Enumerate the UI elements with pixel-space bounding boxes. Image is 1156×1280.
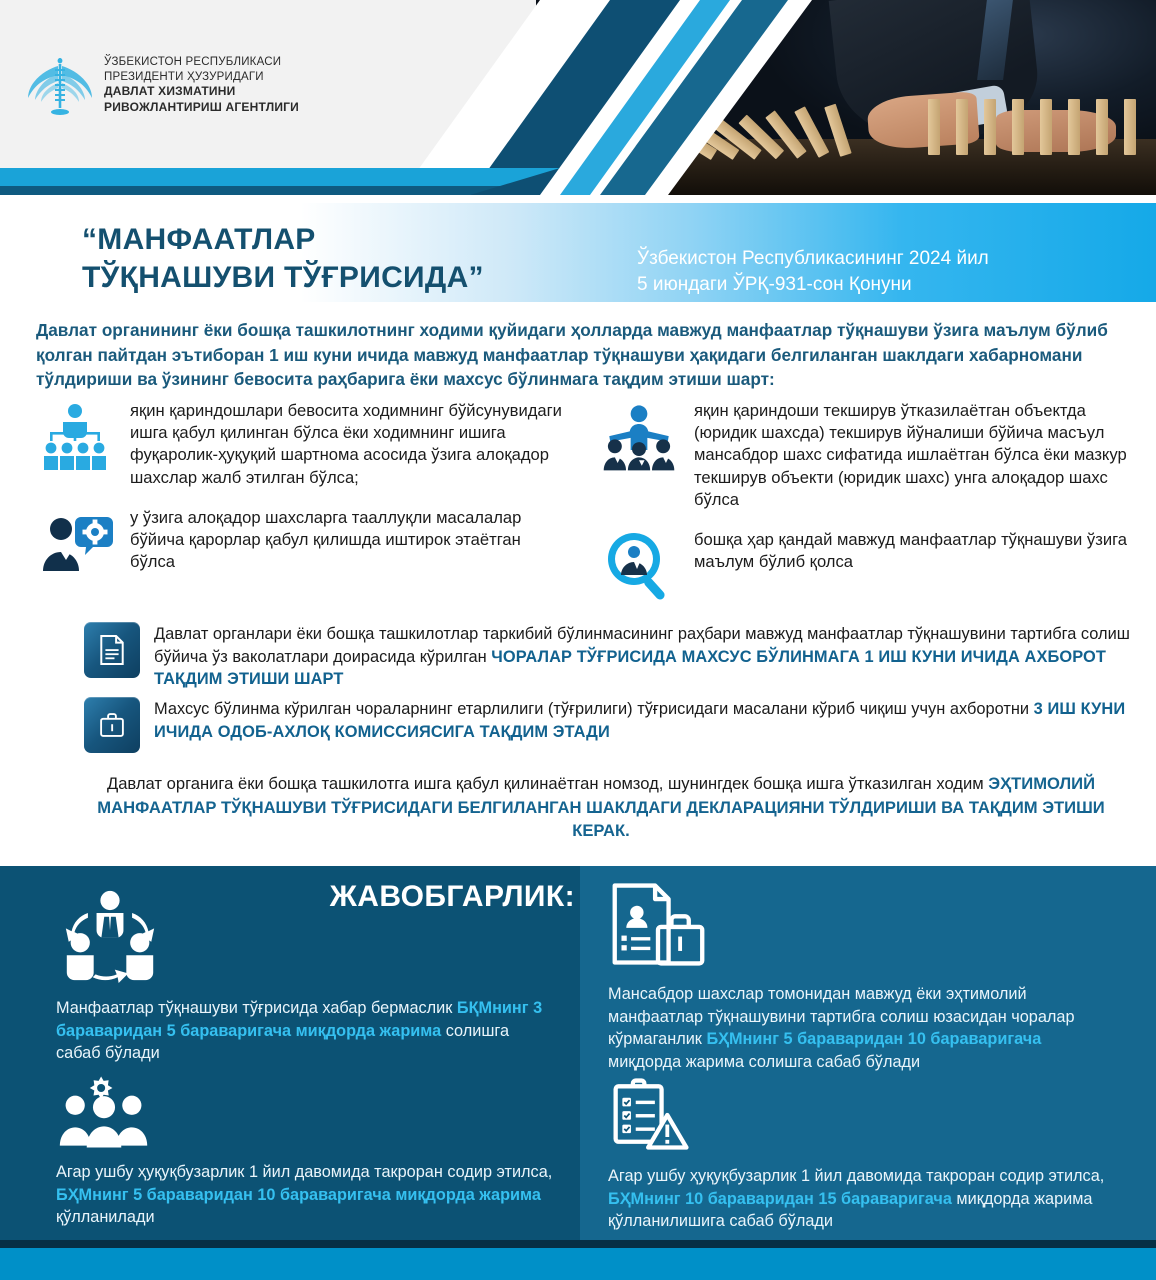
list-item-label: яқин қариндоши текширув ўтказилаётган объектда (юридик шахсда) текширув йўналиши бўйича масъул мансабдор шахс сифатида ишлаётган бўлса ёки мазкур текширув объекти (юридик шахс) унга алоқадор шахс бўлса bbox=[694, 401, 1127, 509]
responsibility-item-right-top bbox=[608, 880, 1108, 1074]
resp-text-hl: БҚМнинг 3 бараваридан 5 бараваригача миқдорда жарима bbox=[56, 998, 543, 1040]
law-reference-line-2: 5 июндаги ЎРҚ-931-сон Қонуни bbox=[637, 273, 912, 295]
header bbox=[0, 0, 1156, 195]
org-chart-people-icon bbox=[36, 398, 114, 476]
domino-standing bbox=[1124, 99, 1136, 155]
domino-standing bbox=[1012, 99, 1024, 155]
procedure-row-unit bbox=[84, 697, 1134, 753]
list-item bbox=[600, 527, 1130, 605]
resp-text-hl: БҲМнинг 5 бараваридан 10 бараваригача bbox=[706, 1030, 1042, 1049]
intro-text: Давлат органининг ёки бошқа ташкилотнинг ходими қуйидаги ҳолларда мавжуд манфаатлар тўқнашуви ўзига маълум бўлиб қолган пайтдан эътиборан 1 иш куни ичида мавжуд манфаатлар тўқнашуви ҳақидаги белгиланган шаклдаги хабарномани тўлдириши ва ўзининг бевосита раҳбарига ёки махсус бўлинмага тақдим этиши шарт: bbox=[36, 320, 1108, 390]
responsibility-item-left-top bbox=[56, 888, 556, 1065]
page-title-line-2: ТЎҚНАШУВИ ТЎҒРИСИДА” bbox=[82, 261, 484, 295]
declaration-paragraph bbox=[96, 772, 1106, 843]
declaration-highlight-text: ЭҲТИМОЛИЙ МАНФААТЛАР ТЎҚНАШУВИ ТЎҒРИСИДАГИ БЕЛГИЛАНГАН ШАКЛДАГИ ДЕКЛАРАЦИЯНИ ТЎЛДИРИШИ ВА ТАҚДИМ ЭТИШИ КЕРАК. bbox=[97, 774, 1105, 841]
responsibility-item-left-bottom bbox=[56, 1076, 556, 1229]
list-item-label: бошқа ҳар қандай мавжуд манфаатлар тўқнашуви ўзига маълум бўлиб қолса bbox=[694, 530, 1128, 572]
logo-line-4: РИВОЖЛАНТИРИШ АГЕНТЛИГИ bbox=[104, 99, 299, 114]
domino-standing bbox=[984, 99, 996, 155]
uzbekistan-emblem-bird-icon bbox=[28, 50, 92, 120]
domino-standing bbox=[928, 99, 940, 155]
page-title-line-1: “МАНФААТЛАР bbox=[82, 223, 316, 256]
logo-line-3: ДАВЛАТ ХИЗМАТИНИ bbox=[104, 84, 236, 99]
list-item bbox=[600, 398, 1130, 511]
logo-line-2: ПРЕЗИДЕНТИ ҲУЗУРИДАГИ bbox=[104, 70, 264, 83]
responsibility-text-right-bottom bbox=[608, 1165, 1118, 1233]
conditions-column-right bbox=[600, 398, 1130, 621]
list-item-label: яқин қариндошлари бевосита ходимнинг бўйсунувидаги ишга қабул қилинган бўлса ёки ходимнинг ишига фуқаролик-ҳуқуқий шартнома асосида ўзига алоқадор шахслар жалб этилган бўлса; bbox=[130, 401, 562, 487]
procedure-normal-text: Давлат органлари ёки бошқа ташкилотлар таркибий бўлинмасининг раҳбари мавжуд манфаатлар тўқнашувини тартибга солиш бўйича ўз ваколатлари доирасида кўрилган bbox=[154, 625, 1130, 666]
domino-standing bbox=[1096, 99, 1108, 155]
page-title bbox=[82, 221, 484, 298]
footer-divider bbox=[0, 1240, 1156, 1248]
responsibility-heading: ЖАВОБГАРЛИК: bbox=[329, 880, 575, 913]
procedure-text-unit bbox=[154, 697, 1134, 743]
procedure-text-leader bbox=[154, 622, 1134, 691]
footer-strip bbox=[0, 1248, 1156, 1280]
resp-text-seg1: Агар ушбу ҳуқуқбузарлик 1 йил давомида такроран содир этилса, bbox=[608, 1166, 1105, 1185]
responsibility-section bbox=[0, 866, 1156, 1248]
logo-line-1: ЎЗБЕКИСТОН РЕСПУБЛИКАСИ bbox=[104, 55, 282, 68]
magnifier-person-search-icon bbox=[600, 527, 678, 605]
document-person-briefcase-icon bbox=[608, 880, 1108, 977]
domino-standing bbox=[1040, 99, 1052, 155]
header-photo-dominoes bbox=[536, 0, 1156, 195]
procedure-highlight-text: ЧОРАЛАР ТЎҒРИСИДА МАХСУС БЎЛИНМАГА 1 ИШ КУНИ ИЧИДА АХБОРОТ ТАҚДИМ ЭТИШИ ШАРТ bbox=[154, 647, 1107, 689]
responsibility-text-right-top bbox=[608, 983, 1108, 1074]
responsibility-item-right-bottom bbox=[608, 1078, 1118, 1233]
conditions-column-left bbox=[36, 398, 566, 599]
resp-text-seg2: миқдорда жарима қўлланилишига сабаб бўлади bbox=[608, 1189, 1093, 1231]
procedure-row-leader bbox=[84, 622, 1134, 691]
procedure-highlight-text: 3 ИШ КУНИ ИЧИДА ОДОБ-АХЛОҚ КОМИССИЯСИГА ТАҚДИМ ЭТАДИ bbox=[154, 700, 1126, 741]
title-banner bbox=[0, 203, 1156, 302]
resp-text-seg2: қўлланилади bbox=[56, 1208, 155, 1227]
people-gear-icon bbox=[56, 1076, 556, 1155]
law-reference bbox=[637, 246, 989, 298]
resp-text-seg2: солишга сабаб бўлади bbox=[56, 1021, 510, 1063]
declaration-normal-text: Давлат органига ёки бошқа ташкилотга ишга қабул қилинаётган номзод, шунингдек бошқа ишга ўтказилган ходим bbox=[106, 774, 989, 793]
domino-standing bbox=[1068, 99, 1080, 155]
agency-logo bbox=[28, 50, 299, 120]
resp-text-seg1: Агар ушбу ҳуқуқбузарлик 1 йил давомида такроран содир этилса, bbox=[56, 1162, 553, 1181]
person-gear-decision-icon bbox=[36, 505, 114, 583]
people-circulation-icon bbox=[56, 888, 556, 991]
document-icon bbox=[84, 622, 140, 678]
resp-text-hl: БҲМнинг 5 бараваридан 10 бараваригача миқдорда жарима bbox=[56, 1185, 541, 1204]
domino-standing bbox=[956, 99, 968, 155]
resp-text-hl: БҲМнинг 10 бараваридан 15 бараваригача bbox=[608, 1189, 952, 1208]
resp-text-seg1: Мансабдор шахслар томонидан мавжуд ёки эҳтимолий манфаатлар тўқнашувини тартибга солиш юзасидан чоралар кўрмаганлик bbox=[608, 984, 1075, 1049]
law-reference-line-1: Ўзбекистон Республикасининг 2024 йил bbox=[637, 248, 989, 269]
checklist-warning-icon bbox=[608, 1078, 1118, 1159]
responsibility-text-left-bottom bbox=[56, 1161, 556, 1229]
procedure-normal-text: Махсус бўлинма кўрилган чораларнинг етарлилиги (тўғрилиги) тўғрисидаги масалани кўриб чиқиш учун ахборотни bbox=[154, 700, 1034, 718]
leader-with-team-icon bbox=[600, 398, 678, 476]
list-item bbox=[36, 398, 566, 489]
resp-text-seg2: миқдорда жарима солишга сабаб бўлади bbox=[608, 1053, 921, 1072]
list-item bbox=[36, 505, 566, 583]
intro-paragraph bbox=[36, 318, 1128, 392]
list-item-label: у ўзига алоқадор шахсларга тааллуқли масалалар бўйича қарорлар қабул қилишда иштирок этаётган бўлса bbox=[130, 507, 522, 572]
briefcase-icon bbox=[84, 697, 140, 753]
resp-text-seg1: Манфаатлар тўқнашуви тўғрисида хабар бермаслик bbox=[56, 998, 457, 1017]
responsibility-text-left-top bbox=[56, 997, 556, 1065]
